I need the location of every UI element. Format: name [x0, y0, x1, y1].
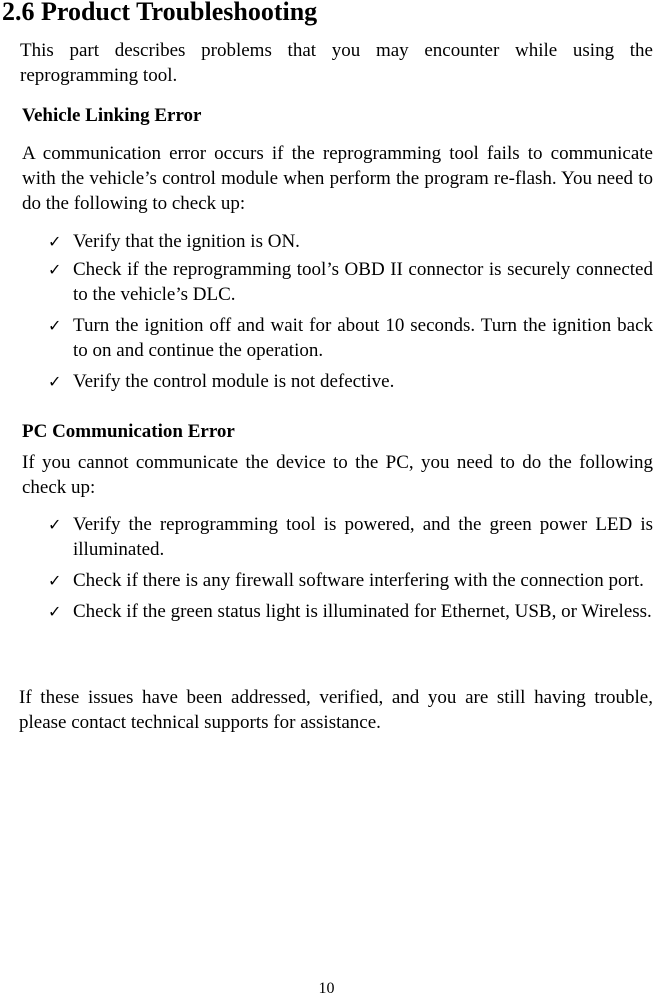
- list-item: [48, 229, 653, 254]
- intro-paragraph: This part describes problems that you may encounter while using the reprogramming tool.: [20, 40, 653, 86]
- list-item-text: Verify the control module is not defective.: [73, 371, 395, 392]
- vehicle-linking-checklist: [48, 229, 653, 394]
- list-item-text: Check if the green status light is illuminated for Ethernet, USB, or Wireless.: [73, 601, 652, 622]
- checkmark-icon: ✓: [48, 571, 62, 590]
- checkmark-icon: ✓: [48, 232, 62, 251]
- list-item: [48, 599, 653, 624]
- pc-communication-error-text: If you cannot communicate the device to the PC, you need to do the following check up:: [22, 452, 653, 498]
- list-item: [48, 257, 653, 307]
- list-item: [48, 568, 653, 593]
- section-heading: 2.6 Product Troubleshooting: [2, 0, 318, 26]
- checkmark-icon: ✓: [48, 316, 62, 335]
- vehicle-linking-error-text: A communication error occurs if the reprogramming tool fails to communicate with the vehicle’s control module when perform the program re-flash. You need to do the following to check up:: [22, 143, 653, 214]
- pc-communication-checklist: [48, 512, 653, 624]
- list-item-text: Turn the ignition off and wait for about 10 seconds. Turn the ignition back to on and continue the operation.: [73, 315, 653, 361]
- list-item-text: Check if there is any firewall software interfering with the connection port.: [73, 570, 644, 591]
- list-item: [48, 512, 653, 562]
- list-item: [48, 313, 653, 363]
- checkmark-icon: ✓: [48, 372, 62, 391]
- closing-paragraph: If these issues have been addressed, verified, and you are still having trouble, please contact technical supports for assistance.: [19, 687, 653, 733]
- list-item-text: Check if the reprogramming tool’s OBD II connector is securely connected to the vehicle’s DLC.: [73, 259, 653, 305]
- list-item-text: Verify the reprogramming tool is powered, and the green power LED is illuminated.: [73, 514, 653, 560]
- checkmark-icon: ✓: [48, 260, 62, 279]
- list-item: [48, 369, 653, 394]
- list-item-text: Verify that the ignition is ON.: [73, 231, 300, 252]
- vehicle-linking-error-title: Vehicle Linking Error: [22, 105, 202, 126]
- checkmark-icon: ✓: [48, 515, 62, 534]
- page-number: 10: [318, 980, 335, 997]
- checkmark-icon: ✓: [48, 602, 62, 621]
- pc-communication-error-title: PC Communication Error: [22, 421, 235, 442]
